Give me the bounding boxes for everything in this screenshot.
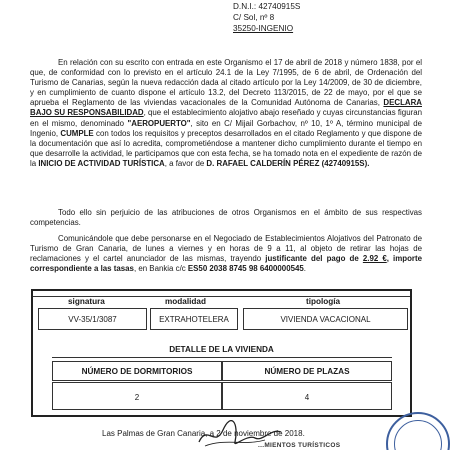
recipient-address [233,1,300,34]
stamp-inner-ring [394,420,442,450]
place-date: Las Palmas de Gran Canaria, a 2 de noviembre de 2018. [102,429,305,438]
p3-run: , importe correspondiente a las tasas [30,254,422,274]
signer-title: ...MIENTOS TURÍSTICOS [258,442,341,449]
dormitorios-value: 2 [134,393,140,402]
p1-run: D. RAFAEL CALDERÍN PÉREZ (42740915S). [206,158,370,168]
signatura-value: VV-35/1/3087 [68,315,117,324]
official-stamp [386,412,450,450]
p3-run: ES50 2038 8745 98 6400000545 [187,264,304,274]
plazas-value: 4 [304,393,310,402]
modalidad-value: EXTRAHOTELERA [159,315,229,324]
p3-run: Comunicándole que debe personarse en el Negociado de Establecimientos Alojativos del Patronato de Turismo de Gran Canaria, de lunes a viernes y en horas de 9 a 11, al objeto de retirar las hojas de reclamaciones y el cartel anunciador de las mismas, trayendo [30,234,422,264]
recipient-street: C/ Sol, nº 8 [233,13,275,22]
dormitorios-label: NÚMERO DE DORMITORIOS [81,367,193,376]
p1-run: , a favor de [164,158,207,168]
signatura-label: signatura [68,297,105,306]
p3-run: 2.92 € [362,254,387,264]
tipologia-value: VIVIENDA VACACIONAL [280,315,371,324]
tipologia-label: tipología [306,297,341,306]
letter-paragraph-1 [30,58,422,169]
recipient-dni: D.N.I.: 42740915S [233,2,301,11]
paragraph-2-text: Todo ello sin perjuicio de las atribuciones de otros Organismos en el ámbito de sus respectivas competencias. [30,208,422,228]
detalle-title: DETALLE DE LA VIVIENDA [169,345,274,354]
modalidad-label: modalidad [165,297,206,306]
p1-run: CUMPLE [60,128,94,138]
p1-run: , sito en C/ Mijail Gorbachov, nº 10, 1º A, término municipal de Ingenio, [30,118,423,138]
plazas-label: NÚMERO DE PLAZAS [264,367,350,376]
p1-run: INICIO DE ACTIVIDAD TURÍSTICA [38,158,165,168]
p3-run: . [303,264,306,274]
p3-run: justificante del pago de [265,254,363,264]
recipient-postal: 35250-INGENIO [233,24,294,33]
p3-run: , en Bankia c/c [133,264,188,274]
letter-paragraph-2 [30,208,422,228]
p1-run: , que el establecimiento alojativo abajo reseñado y cuyas circunstancias figuran en el mismo, denominado [30,108,422,128]
detalle-rule [52,357,392,358]
letter-paragraph-3 [30,234,422,274]
p1-run: con todos los requisitos y preceptos desarrollados en el citado Reglamento y que dispone de la documentación que así lo acredita, comprometiéndose a mantener dicho cumplimiento durante el tiempo en que desarrolle la actividad, le participamos que con esta fecha, se ha tomado nota en el expediente de razón de la [30,128,422,168]
p1-run: En relación con su escrito con entrada en este Organismo el 17 de abril de 2018 y número 1838, por el que, de conformidad con lo previsto en el artículo 24.1 de la Ley 7/1995, de 6 de abril, de Ordenación del Turismo de Canarias, según la nueva redacción dada al citado artículo por la Ley 14/2009, de 30 de diciembre, y en cumplimiento de cuanto dispone el artículo 13.2, del Decreto 113/2015, de 22 de mayo, por el que se aprueba el Reglamento de las viviendas vacacionales de la Comunidad Autónoma de Canarias, [30,58,422,108]
p1-run: DECLARA BAJO SU RESPONSABILIDAD [30,98,422,118]
p1-run: "AEROPUERTO" [127,118,191,128]
